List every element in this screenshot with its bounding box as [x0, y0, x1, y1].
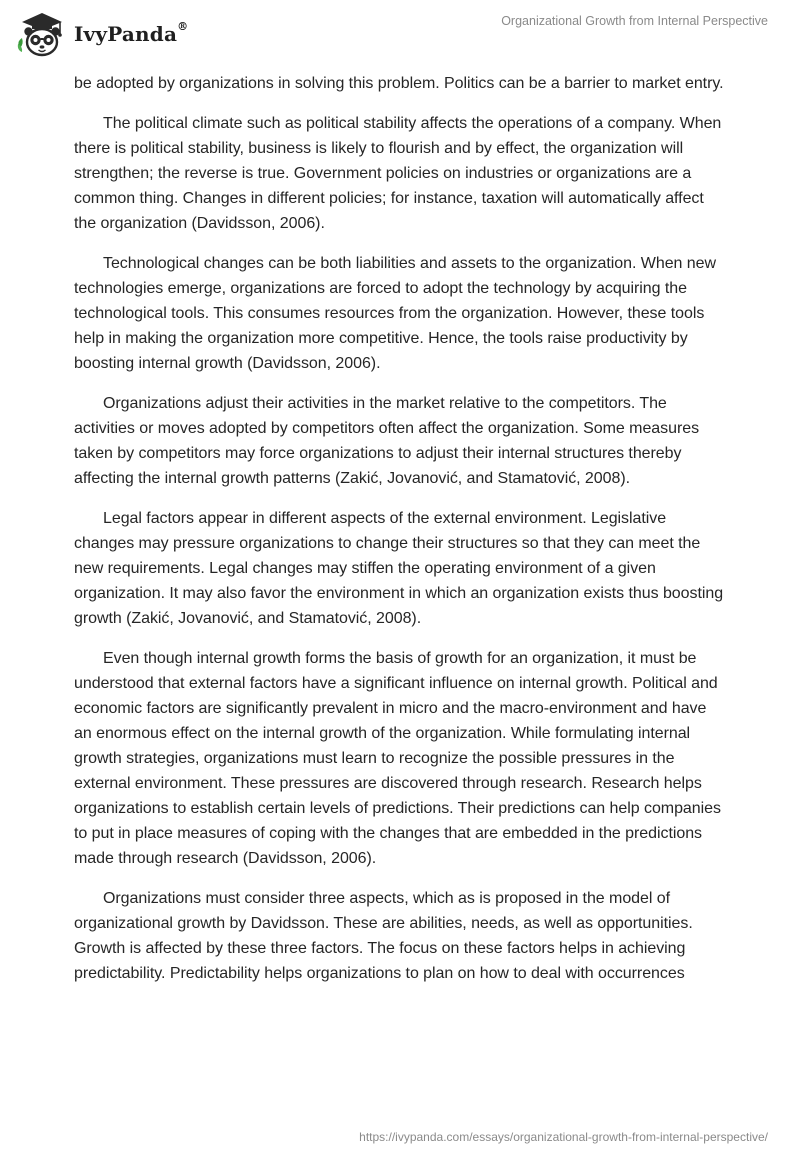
paragraph: The political climate such as political stability affects the operations of a company. When there is political stability, business is likely to flourish and by effect, the organization will strengthen; the reverse is true. Government policies on industries or organizations are a common thing. Changes in different policies; for instance, taxation will automatically affect the organization (Davidsson, 2006).	[74, 115, 722, 232]
paragraph: Organizations adjust their activities in the market relative to the competitors. The activities or moves adopted by competitors often affect the organization. Some measures taken by competitors may force organizations to adjust their internal structures thereby affecting the internal growth patterns (Zakić, Jovanović, and Stamatović, 2008).	[74, 395, 700, 487]
paragraph: Legal factors appear in different aspects of the external environment. Legislative changes may pressure organizations to change their structures so that they can meet the new requirements. Legal changes may stiffen the operating environment of a given organization. It may also favor the environment in which an organization exists thus boosting growth (Zakić, Jovanović, and Stamatović, 2008).	[74, 510, 724, 627]
document-title: Organizational Growth from Internal Perspective	[501, 14, 768, 28]
essay-body	[74, 71, 726, 1001]
ivypanda-logo[interactable]	[14, 8, 188, 60]
brand-name: IvyPanda®	[74, 20, 189, 46]
paragraph: be adopted by organizations in solving this problem. Politics can be a barrier to market entry.	[74, 75, 724, 92]
panda-graduate-icon	[14, 8, 70, 60]
source-url[interactable]: https://ivypanda.com/essays/organizational-growth-from-internal-perspective/	[359, 1130, 768, 1144]
paragraph: Organizations must consider three aspects, which as is proposed in the model of organizational growth by Davidsson. These are abilities, needs, as well as opportunities. Growth is affected by these three factors. The focus on these factors helps in achieving predictability. Predictability helps organizations to plan on how to deal with occurrences	[74, 890, 693, 982]
page-header	[0, 0, 800, 70]
paragraph: Even though internal growth forms the basis of growth for an organization, it must be understood that external factors have a significant influence on internal growth. Political and economic factors are significantly prevalent in micro and the macro-environment and have an enormous effect on the internal growth of the organization. While formulating internal growth strategies, organizations must learn to recognize the possible pressures in the external environment. These pressures are discovered through research. Research helps organizations to establish certain levels of predictions. Their predictions can help companies to put in place measures of coping with the changes that are embedded in the predictions made through research (Davidsson, 2006).	[74, 650, 721, 867]
paragraph: Technological changes can be both liabilities and assets to the organization. When new technologies emerge, organizations are forced to adopt the technology by acquiring the technological tools. This consumes resources from the organization. However, these tools help in making the organization more competitive. Hence, the tools raise productivity by boosting internal growth (Davidsson, 2006).	[74, 255, 716, 372]
